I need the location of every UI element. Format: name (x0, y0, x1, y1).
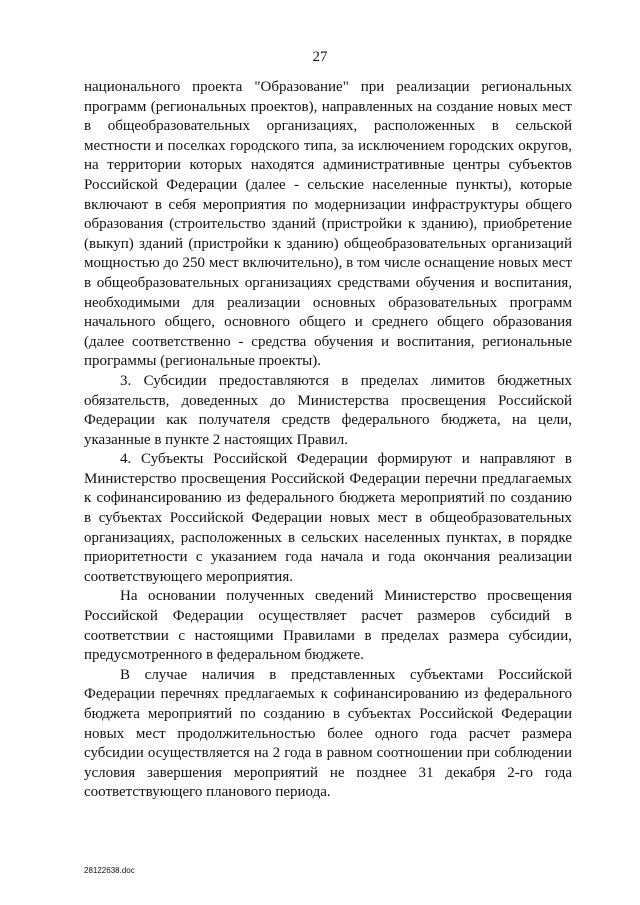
paragraph-multi-year-case: В случае наличия в представленных субъектами Российской Федерации перечнях предлагаемых к софинансированию из федерального бюджета мероприятий по созданию в субъектах Российской Федерации новых мест продолжительностью более одного года расчет размера субсидии осуществляется на 2 года в равном соотношении при соблюдении условия завершения мероприятий не позднее 31 декабря 2-го года соответствующего планового периода. (84, 666, 572, 801)
paragraph-item-4: 4. Субъекты Российской Федерации формируют и направляют в Министерство просвещения Российской Федерации перечни предлагаемых к софинансированию из федерального бюджета мероприятий по созданию в субъектах Российской Федерации новых мест в общеобразовательных организациях, расположенных в сельских населенных пунктах, в порядке приоритетности с указанием года начала и года окончания реализации соответствующего мероприятия. (84, 451, 572, 585)
paragraph-calculation-basis: На основании полученных сведений Министерство просвещения Российской Федерации осуществляет расчет размеров субсидий в соответствии с настоящими Правилами в пределах размера субсидии, предусмотренного в федеральном бюджете. (84, 588, 572, 664)
page-number: 27 (312, 49, 328, 65)
paragraph-continuation: национального проекта "Образование" при реализации региональных программ (региональных проектов), направленных на создание новых мест в общеобразовательных организациях, расположенных в сельской местности и поселках городского типа, за исключением городских округов, на территории которых находятся административные центры субъектов Российской Федерации (далее - сельские населенные пункты), которые включают в себя мероприятия по модернизации инфраструктуры общего образования (строительство зданий (пристройки к зданию), приобретение (выкуп) зданий (пристройки к зданию) общеобразовательных организаций мощностью до 250 мест включительно), в том числе оснащение новых мест в общеобразовательных организациях средствами обучения и воспитания, необходимыми для реализации основных образовательных программ начального общего, основного общего и среднего общего образования (далее соответственно - средства обучения и воспитания, региональные программы (региональные проекты). (84, 79, 572, 370)
paragraph-item-3: 3. Субсидии предоставляются в пределах лимитов бюджетных обязательств, доведенных до Министерства просвещения Российской Федерации как получателя средств федерального бюджета, на цели, указанные в пункте 2 настоящих Правил. (84, 372, 572, 448)
footer-doc-code: 28122638.doc (84, 866, 135, 875)
document-body (84, 78, 572, 803)
